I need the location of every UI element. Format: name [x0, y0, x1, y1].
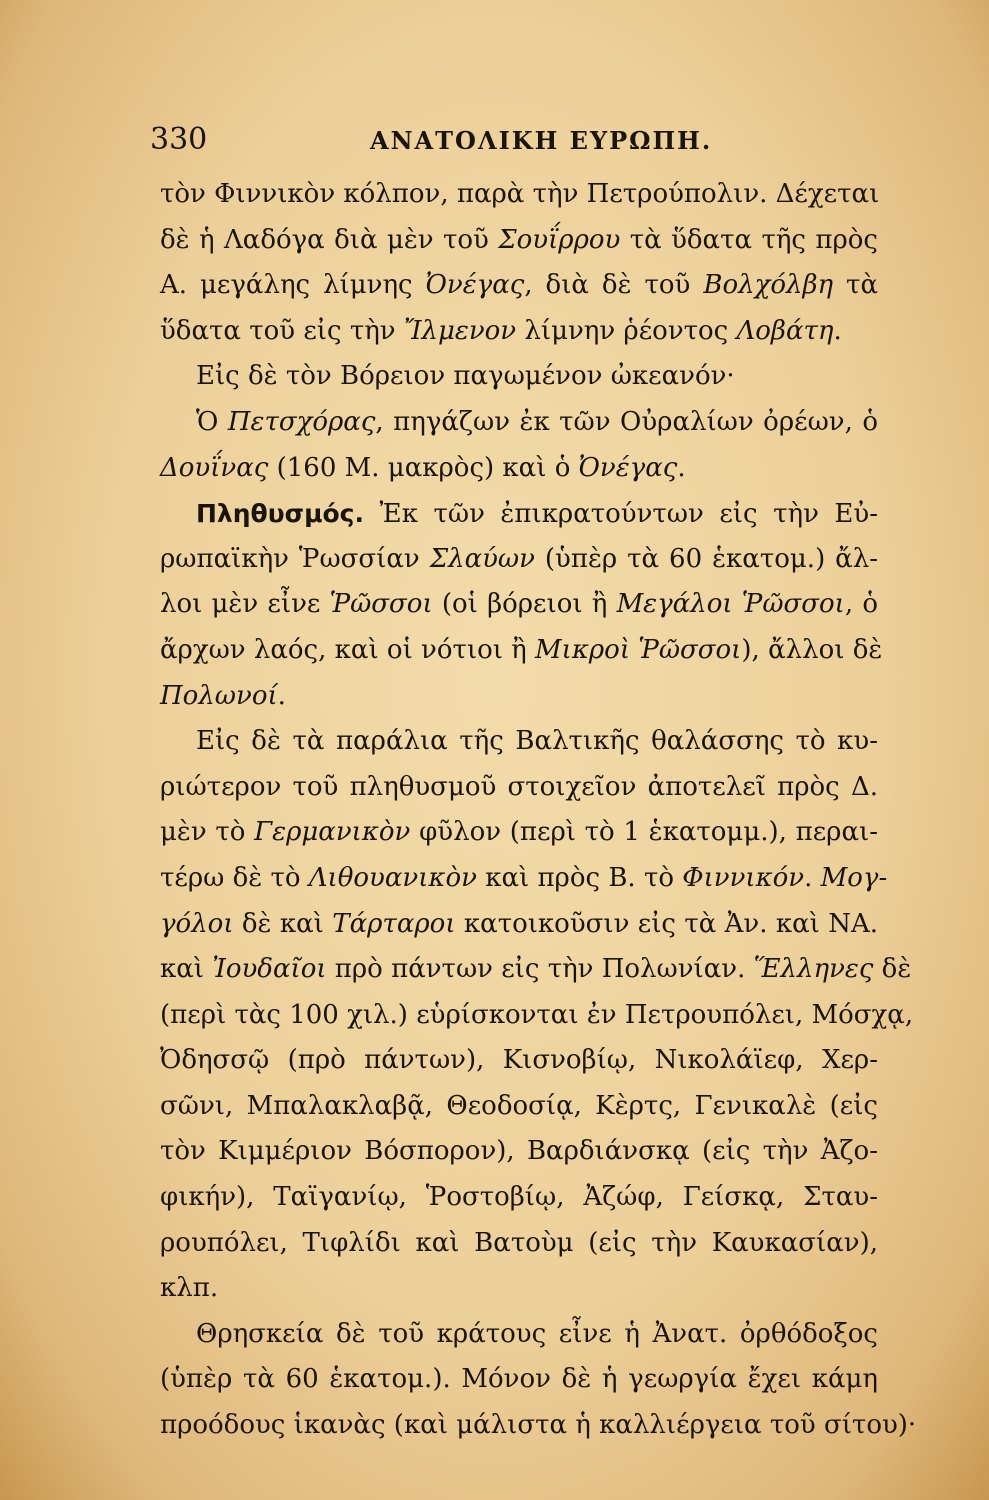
- text-run: Εἰς δὲ τὸν Βόρειον παγωμένον ὠκεανόν·: [196, 361, 735, 392]
- text-run: (ὑπὲρ τὰ 60 ἑκατομ.) ἄλ-: [534, 543, 878, 574]
- text-run: καὶ: [160, 954, 213, 985]
- text-run: Α. μεγάλης λίμνης: [160, 270, 426, 301]
- text-line: [160, 765, 878, 811]
- running-title: ΑΝΑΤΟΛΙΚΗ ΕΥΡΩΠΗ.: [370, 126, 713, 155]
- text-run: (περὶ τὰς 100 χιλ.) εὑρίσκονται ἐν Πετρουπόλει, Μόσχᾳ,: [160, 999, 914, 1030]
- italic-term: Γερμανικὸν: [254, 817, 411, 848]
- text-line: [160, 1221, 878, 1267]
- text-run: τέρω δὲ τὸ: [160, 862, 309, 893]
- text-line: [160, 172, 878, 218]
- text-line: [160, 1403, 917, 1449]
- italic-term: Ἕλληνες: [753, 954, 874, 985]
- text-run: Εἰς δὲ τὰ παράλια τῆς Βαλτικῆς θαλάσσης τὸ κυ-: [196, 726, 878, 757]
- italic-term: Σουΐρρου: [498, 224, 621, 255]
- text-run: τὰ ὕδατα τῆς πρὸς: [620, 224, 878, 255]
- text-run: ριώτερον τοῦ πληθυσμοῦ στοιχεῖον ἀποτελεῖ πρὸς Δ.: [160, 771, 878, 802]
- section-heading: Πληθυσμός.: [196, 499, 364, 529]
- text-line: [160, 400, 878, 446]
- text-run: .: [833, 315, 842, 346]
- text-run: ὕδατα τοῦ εἰς τὴν: [160, 315, 404, 346]
- italic-term: Ἴλμενον: [403, 315, 517, 346]
- italic-term: γόλοι: [160, 908, 234, 939]
- text-run: .: [804, 862, 821, 893]
- text-line: [160, 1084, 878, 1130]
- text-line: [160, 1129, 878, 1175]
- text-run: κλπ.: [160, 1273, 219, 1304]
- body-text: [160, 172, 917, 1449]
- text-run: , πηγάζων ἐκ τῶν Οὐραλίων ὀρέων, ὁ: [375, 406, 878, 437]
- text-run: Ἐκ τῶν ἐπικρατούντων εἰς τὴν Εὐ-: [363, 499, 878, 530]
- text-line: [160, 582, 878, 628]
- text-run: λοι μὲν εἶνε: [160, 589, 330, 620]
- text-run: , διὰ δὲ τοῦ: [524, 270, 704, 301]
- text-run: Ὁ: [196, 406, 228, 437]
- italic-term: Πετσχόρας: [227, 406, 376, 437]
- text-line: [160, 810, 878, 856]
- page-number: 330: [150, 122, 208, 157]
- text-run: πρὸ πάντων εἰς τὴν Πολωνίαν.: [326, 954, 754, 985]
- italic-term: Μικροὶ Ῥῶσσοι: [535, 634, 742, 665]
- text-line: [160, 537, 878, 583]
- italic-term: Βολχόλβη: [703, 270, 834, 301]
- text-run: Θρησκεία δὲ τοῦ κράτους εἶνε ἡ Ἀνατ. ὀρθόδοξος: [196, 1318, 878, 1349]
- italic-term: Τάρταροι: [332, 908, 456, 939]
- text-line: [160, 309, 878, 355]
- text-line: [160, 628, 883, 674]
- italic-term: Λοβάτη: [736, 315, 834, 346]
- text-run: , ὁ: [844, 589, 878, 620]
- text-line: [160, 1357, 878, 1403]
- text-line: [160, 1038, 878, 1084]
- text-run: καὶ πρὸς Β. τὸ: [476, 862, 683, 893]
- text-run: ρωπαϊκὴν Ῥωσσίαν: [160, 543, 430, 574]
- text-line: [160, 446, 878, 492]
- text-run: Ὀδησσῷ (πρὸ πάντων), Κισνοβίῳ, Νικολάϊεφ, Χερ-: [160, 1045, 878, 1076]
- text-run: δὲ ἡ Λαδόγα διὰ μὲν τοῦ: [160, 224, 499, 255]
- text-run: σῶνι, Μπαλακλαβᾷ, Θεοδοσίᾳ, Κὲρτς, Γενικαλὲ (εἰς: [160, 1090, 878, 1121]
- text-run: μὲν τὸ: [160, 817, 255, 848]
- text-run: λίμνην ῥέοντος: [516, 315, 737, 346]
- italic-term: Δουΐνας: [160, 452, 269, 483]
- italic-term: Ὀνέγας: [425, 270, 525, 301]
- text-run: φῦλον (περὶ τὸ 1 ἑκατομμ.), περαι-: [410, 817, 878, 848]
- text-run: προόδους ἱκανὰς (καὶ μάλιστα ἡ καλλιέργεια τοῦ σίτου)·: [160, 1410, 917, 1441]
- text-run: ), ἄλλοι δὲ: [741, 634, 883, 665]
- text-run: δὲ: [873, 954, 912, 985]
- italic-term: Μογ-: [820, 862, 888, 893]
- text-run: κατοικοῦσιν εἰς τὰ Ἀν. καὶ ΝΑ.: [455, 908, 879, 939]
- text-run: δὲ καὶ: [233, 908, 333, 939]
- text-line: [160, 263, 878, 309]
- text-line: [160, 947, 912, 993]
- text-line: [160, 856, 888, 902]
- italic-term: Ἰουδαῖοι: [212, 954, 327, 985]
- italic-term: Σλαύων: [429, 543, 535, 574]
- text-line: [160, 1266, 878, 1312]
- text-run: φικήν), Ταϊγανίῳ, Ῥοστοβίῳ, Ἀζώφ, Γείσκᾳ, Σταυ-: [160, 1182, 878, 1213]
- text-line: [160, 993, 914, 1039]
- text-line: [160, 491, 878, 537]
- text-run: (160 Μ. μακρὸς) καὶ ὁ: [268, 452, 579, 483]
- text-run: .: [677, 452, 686, 483]
- italic-term: Πολωνοί: [160, 680, 278, 711]
- text-line: [160, 719, 878, 765]
- italic-term: Ῥῶσσοι: [329, 589, 433, 620]
- text-run: ἄρχων λαός, καὶ οἱ νότιοι ἢ: [160, 634, 536, 665]
- text-line: [160, 354, 878, 400]
- text-line: [160, 1175, 878, 1221]
- text-line: [160, 902, 878, 948]
- text-run: τὰ: [833, 270, 878, 301]
- italic-term: Ὀνέγας: [578, 452, 678, 483]
- italic-term: Φιννικόν: [682, 862, 805, 893]
- text-line: [160, 1312, 878, 1358]
- text-line: [160, 674, 878, 720]
- italic-term: Μεγάλοι Ῥῶσσοι: [616, 589, 845, 620]
- text-run: τὸν Κιμμέριον Βόσπορον), Βαρδιάνσκᾳ (εἰς τὴν Ἀζο-: [160, 1136, 878, 1167]
- text-run: (ὑπὲρ τὰ 60 ἑκατομ.). Μόνον δὲ ἡ γεωργία ἔχει κάμη: [160, 1364, 878, 1395]
- page-header: [150, 122, 870, 162]
- text-run: ρουπόλει, Τιφλίδι καὶ Βατοὺμ (εἰς τὴν Καυκασίαν),: [160, 1227, 878, 1258]
- italic-term: Λιθουανικὸν: [308, 862, 477, 893]
- text-run: .: [277, 680, 286, 711]
- text-run: (οἱ βόρειοι ἢ: [432, 589, 617, 620]
- text-line: [160, 218, 878, 264]
- text-run: τὸν Φιννικὸν κόλπον, παρὰ τὴν Πετρούπολιν. Δέχεται: [160, 179, 880, 209]
